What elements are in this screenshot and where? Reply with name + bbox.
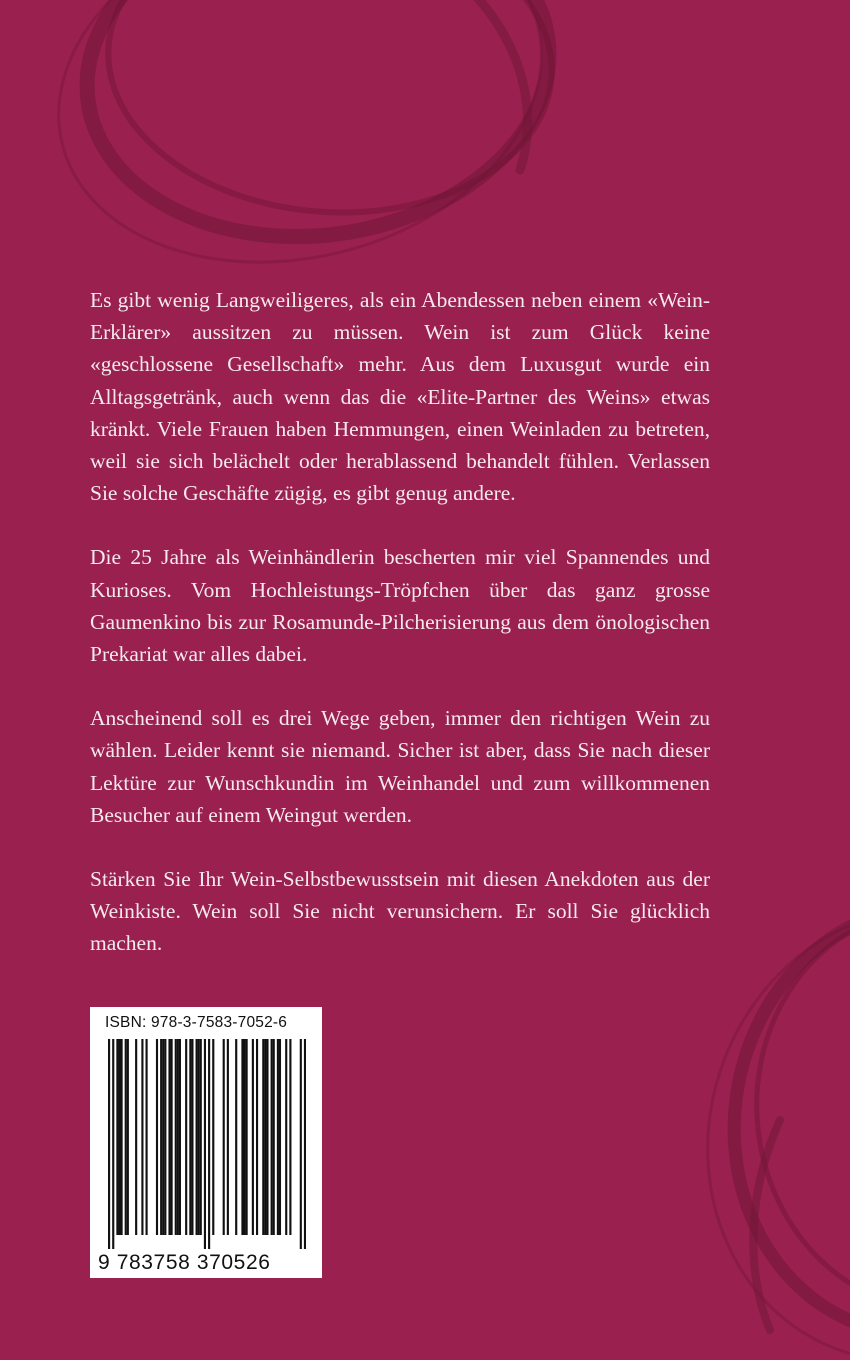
barcode-bar	[198, 1039, 200, 1235]
barcode-bar	[112, 1039, 114, 1249]
barcode-bar	[256, 1039, 258, 1235]
blurb-paragraph-2: Die 25 Jahre als Weinhändlerin bescherten mir viel Spannendes und Kurioses. Vom Hochleistungs-Tröpfchen über das ganz grosse Gaumenkino bis zur Rosamunde-Pilcherisierung aus dem önologischen Prekariat war alles dabei.	[90, 545, 710, 667]
barcode-bar	[243, 1039, 245, 1235]
barcode-bar	[171, 1039, 173, 1235]
barcode-bar	[300, 1039, 302, 1249]
barcode-bar	[252, 1039, 254, 1235]
barcode-bar	[168, 1039, 170, 1235]
barcode-bar	[121, 1039, 123, 1235]
isbn-barcode	[90, 1007, 322, 1278]
blurb-paragraph-3: Anscheinend soll es drei Wege geben, immer den richtigen Wein zu wählen. Leider kennt sie niemand. Sicher ist aber, dass Sie nach dieser Lektüre zur Wunschkundin im Weinhandel und zum willkommenen Besucher auf einem Weingut werden.	[90, 706, 710, 827]
barcode-bar	[241, 1039, 243, 1235]
barcode-bar	[191, 1039, 193, 1235]
barcode-bar	[289, 1039, 291, 1235]
barcode-bar	[177, 1039, 179, 1235]
barcode-bar	[175, 1039, 177, 1235]
barcode-bar	[118, 1039, 120, 1235]
barcode-bar	[116, 1039, 118, 1235]
barcode-bar	[164, 1039, 166, 1235]
barcode-bar	[266, 1039, 268, 1235]
barcode-bar	[162, 1039, 164, 1235]
barcode-bar	[271, 1039, 273, 1235]
barcode-bar	[208, 1039, 210, 1249]
barcode-bar	[185, 1039, 187, 1235]
barcode-bar	[204, 1039, 206, 1249]
isbn-label: ISBN: 978-3-7583-7052-6	[105, 1014, 288, 1031]
barcode-bar	[212, 1039, 214, 1235]
barcode-bar	[160, 1039, 162, 1235]
barcode-bar	[189, 1039, 191, 1235]
barcode-bar	[223, 1039, 225, 1235]
barcode-bars	[108, 1039, 306, 1249]
barcode-digits: 9 783758 370526	[98, 1251, 271, 1274]
barcode-bar	[279, 1039, 281, 1235]
barcode-bar	[277, 1039, 279, 1235]
blurb-paragraph-4: Stärken Sie Ihr Wein-Selbstbewusstsein mit diesen Anekdoten aus der Weinkiste. Wein soll Sie nicht verunsichern. Er soll Sie glücklich machen.	[90, 867, 710, 956]
barcode-bar	[141, 1039, 143, 1235]
barcode-bar	[262, 1039, 264, 1235]
barcode-bar	[179, 1039, 181, 1235]
barcode-bar	[235, 1039, 237, 1235]
barcode-bar	[227, 1039, 229, 1235]
barcode-bar	[200, 1039, 202, 1235]
barcode-bar	[264, 1039, 266, 1235]
barcode-bar	[273, 1039, 275, 1235]
barcode-bar	[125, 1039, 127, 1235]
barcode-bar	[156, 1039, 158, 1235]
blurb-paragraph-1: Es gibt wenig Langweiligeres, als ein Abendessen neben einem «Wein-Erklärer» aussitzen zu müssen. Wein ist zum Glück keine «geschlossene Gesellschaft» mehr. Aus dem Luxusgut wurde ein Alltagsgetränk, auch wenn das die «Elite-Partner des Weins» etwas kränkt. Viele Frauen haben Hemmungen, einen Weinladen zu betreten, weil sie sich belächelt oder herablassend behandelt fühlen. Verlassen Sie solche Geschäfte zügig, es gibt genug andere.	[90, 288, 710, 506]
barcode-bar	[304, 1039, 306, 1249]
barcode-bar	[127, 1039, 129, 1235]
barcode-bar	[285, 1039, 287, 1235]
barcode-bar	[108, 1039, 110, 1249]
barcode-bar	[146, 1039, 148, 1235]
barcode-bar	[135, 1039, 137, 1235]
barcode-bar	[196, 1039, 198, 1235]
back-cover-blurb	[90, 284, 710, 992]
barcode-bar	[246, 1039, 248, 1235]
